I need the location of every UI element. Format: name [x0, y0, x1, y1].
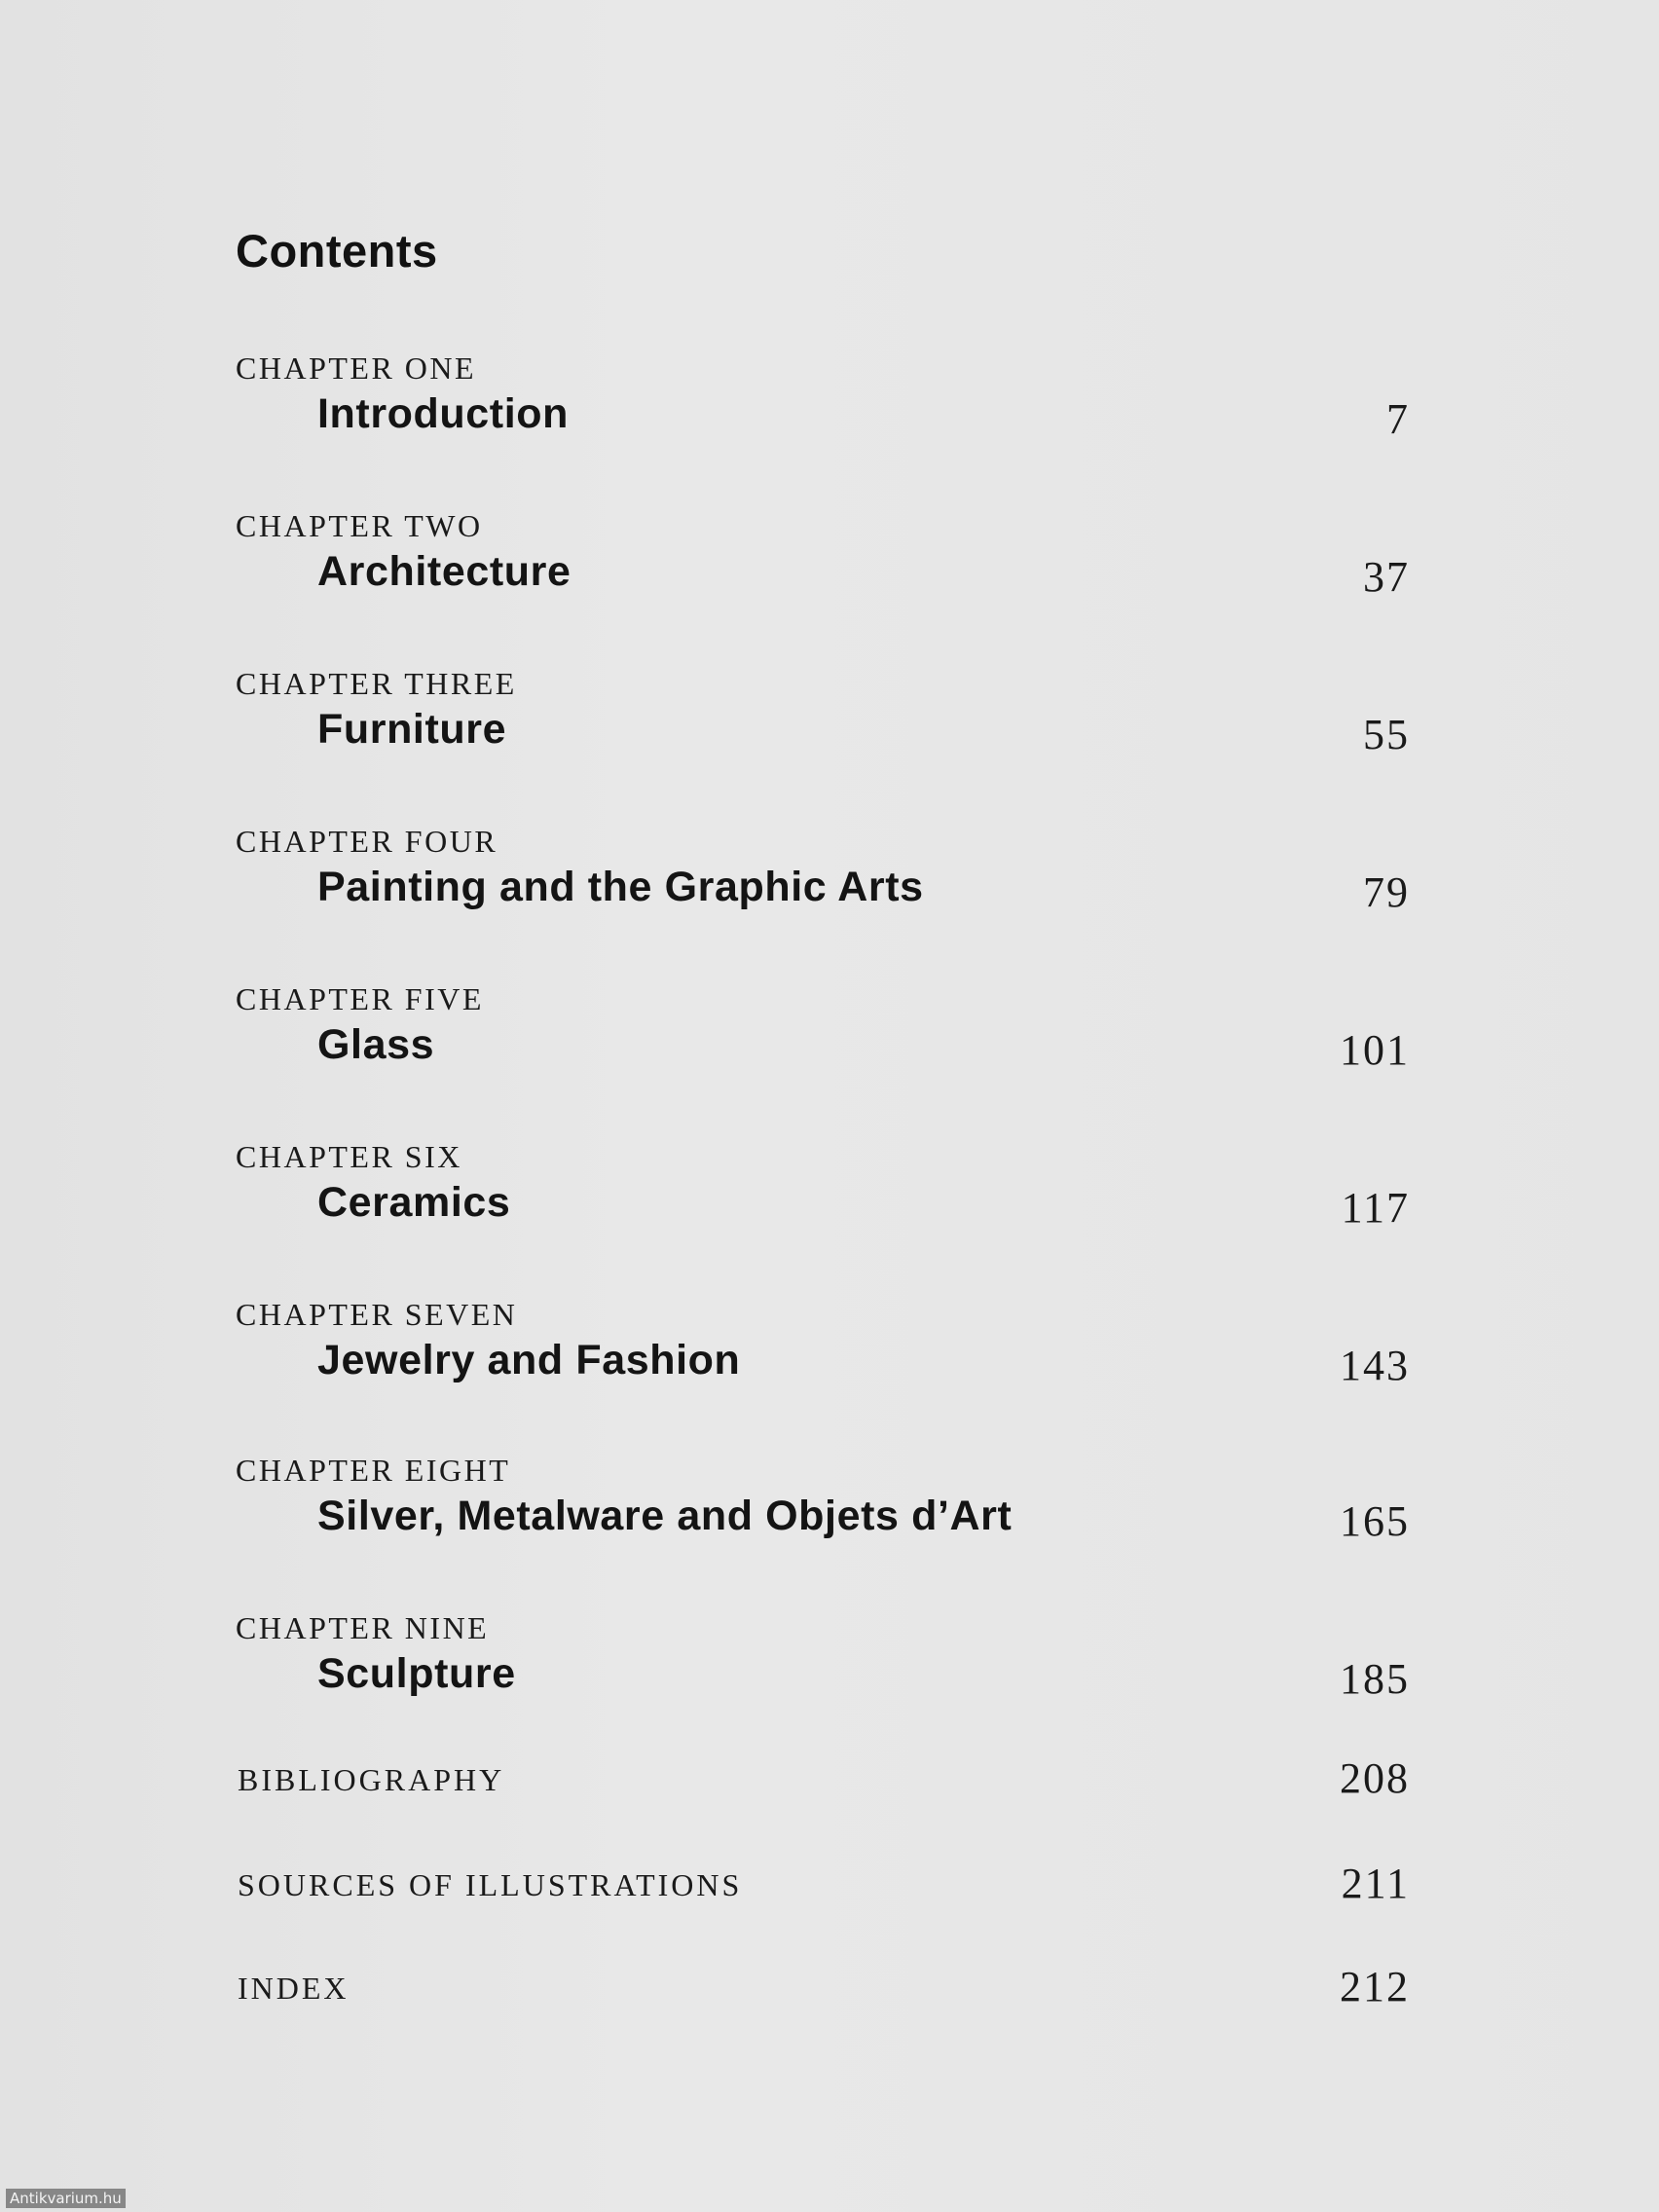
chapter-label: CHAPTER NINE — [236, 1610, 490, 1645]
back-matter-label: SOURCES OF ILLUSTRATIONS — [238, 1867, 743, 1902]
page-number: 208 — [1340, 1754, 1410, 1802]
page-number: 101 — [1340, 1026, 1410, 1074]
page-number: 143 — [1340, 1342, 1410, 1389]
back-matter-label: BIBLIOGRAPHY — [238, 1762, 505, 1797]
chapter-label: CHAPTER ONE — [236, 350, 477, 386]
page-number: 185 — [1340, 1655, 1410, 1703]
page-number: 212 — [1340, 1963, 1410, 2010]
chapter-label: CHAPTER THREE — [236, 666, 517, 701]
chapter-title: Glass — [317, 1021, 435, 1068]
chapter-title: Jewelry and Fashion — [317, 1337, 741, 1383]
back-matter-label: INDEX — [238, 1971, 350, 2006]
watermark: Antikvarium.hu — [6, 2189, 126, 2208]
chapter-title: Sculpture — [317, 1650, 516, 1697]
toc-entry-sources-of-illustrations — [0, 1858, 1659, 1916]
chapter-label: CHAPTER TWO — [236, 508, 483, 543]
toc-entry-chapter-seven — [0, 1295, 1659, 1412]
page-number: 211 — [1341, 1860, 1410, 1907]
toc-entry-chapter-nine — [0, 1608, 1659, 1725]
chapter-title: Ceramics — [317, 1179, 511, 1226]
toc-entry-index — [0, 1961, 1659, 2019]
chapter-label: CHAPTER SEVEN — [236, 1297, 518, 1332]
page-number: 55 — [1363, 711, 1410, 758]
page-number: 37 — [1363, 553, 1410, 601]
chapter-title: Introduction — [317, 390, 569, 437]
toc-entry-chapter-one — [0, 349, 1659, 465]
toc-entry-bibliography — [0, 1752, 1659, 1811]
chapter-title: Furniture — [317, 706, 507, 753]
toc-entry-chapter-three — [0, 664, 1659, 781]
toc-entry-chapter-six — [0, 1137, 1659, 1254]
toc-entry-chapter-four — [0, 822, 1659, 939]
toc-entry-chapter-eight — [0, 1451, 1659, 1567]
page-number: 117 — [1341, 1184, 1410, 1232]
chapter-label: CHAPTER FOUR — [236, 824, 498, 859]
toc-entry-chapter-two — [0, 506, 1659, 623]
toc-entry-chapter-five — [0, 979, 1659, 1096]
page-number: 79 — [1363, 868, 1410, 916]
chapter-title: Painting and the Graphic Arts — [317, 864, 924, 910]
page-number: 7 — [1386, 395, 1410, 443]
page-title: Contents — [236, 225, 438, 276]
chapter-title: Silver, Metalware and Objets d’Art — [317, 1493, 1013, 1539]
chapter-label: CHAPTER FIVE — [236, 981, 484, 1016]
page-number: 165 — [1340, 1497, 1410, 1545]
chapter-label: CHAPTER SIX — [236, 1139, 462, 1174]
chapter-title: Architecture — [317, 548, 571, 595]
chapter-label: CHAPTER EIGHT — [236, 1453, 511, 1488]
